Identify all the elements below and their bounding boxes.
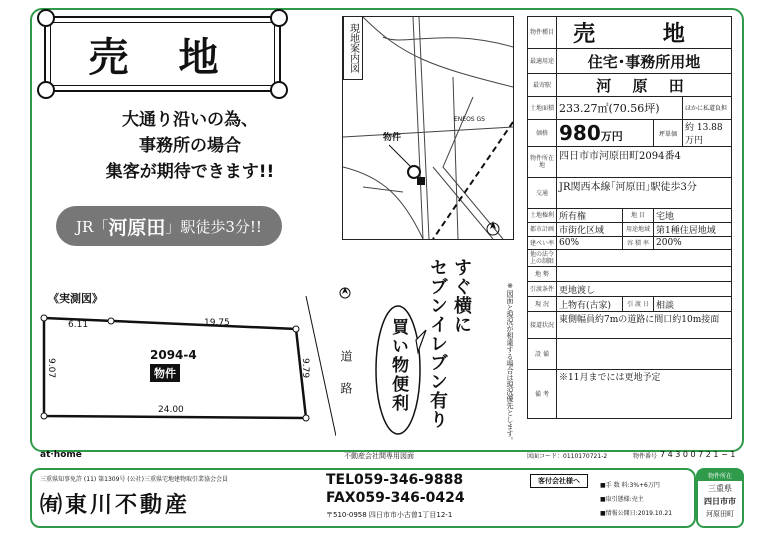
map-drawing (343, 17, 513, 239)
corner-circle (270, 9, 288, 27)
marker-leader (389, 145, 411, 167)
spec-label: 現 況 (528, 297, 557, 312)
spec-label: 引 渡 日 (623, 297, 654, 312)
badge-station: 河原田 (108, 216, 166, 239)
station-icon (417, 177, 425, 185)
spec-value: 市街化区域 (557, 223, 623, 237)
title-box (44, 16, 281, 92)
corner-circle (270, 81, 288, 99)
footer-date: ■情報公開日:2019.10.21 (600, 510, 673, 517)
spec-value: 宅地 (654, 209, 732, 223)
customer-badge: 客付会社様へ (530, 474, 588, 488)
spec-law (557, 250, 732, 267)
map-label: 現地案内図 (343, 16, 363, 80)
spec-area: 233.27㎡(70.56坪) (557, 97, 683, 120)
spec-area-note: ほかに私道負担 (683, 97, 732, 120)
spec-terrain (557, 267, 732, 282)
road-edge (306, 296, 336, 436)
dim-left: 9.07 (46, 358, 56, 379)
company-address: 〒510-0958 四日市市小古曽1丁目12-1 (326, 511, 453, 519)
spec-label: 用途地域 (623, 223, 654, 237)
side-city: 四日市市 (704, 497, 736, 506)
spec-value: 所有権 (557, 209, 623, 223)
location-side-box (696, 468, 744, 528)
north-icon (487, 221, 499, 235)
corner-circle (37, 81, 55, 99)
map-property-label: 物件 (383, 133, 402, 143)
athome-logo: at·home (40, 450, 82, 460)
spec-handover: 更地渡し (557, 282, 732, 297)
badge-prefix: JR「 (76, 217, 109, 236)
lot-vertex (41, 315, 47, 321)
road-label: 道 路 (339, 350, 353, 402)
station-access-badge (56, 206, 282, 246)
spec-label: 最適用途 (528, 49, 557, 74)
spec-value: 第1種住居地域 (654, 223, 732, 237)
spec-use: 住宅･事務所用地 (557, 49, 732, 74)
spec-status: 上物有(古家) (557, 297, 623, 312)
spec-value: 60% (557, 237, 623, 250)
spec-traffic: JR関西本線｢河原田｣駅徒歩3分 (557, 178, 732, 209)
spec-label: 容 積 率 (623, 237, 654, 250)
pitch-line-3: 集客が期待できます!! (105, 162, 275, 182)
callout-line-2: セブンイレブン有り (427, 258, 448, 429)
property-number-label: 物件番号 (633, 453, 658, 460)
spec-price (557, 120, 654, 147)
spec-type: 売 地 (557, 17, 732, 49)
license-text: 三重県知事免許 (11) 第1309号 (公社)三重県宅地建物取引業協会会員 (40, 476, 228, 483)
spec-facility (557, 339, 732, 370)
spec-label: 物件所在地 (528, 147, 557, 178)
spec-handover-date: 相談 (654, 297, 732, 312)
dim-bottom: 24.00 (158, 405, 184, 415)
footer-fee: ■手 数 料:3%+6万円 (600, 482, 660, 489)
dim-top-right: 19.75 (204, 318, 230, 328)
spec-label: 物件種目 (528, 17, 557, 49)
spec-label: 地 目 (623, 209, 654, 223)
map-gs-label: ENEOS GS (454, 116, 485, 123)
survey-north-icon (338, 286, 352, 300)
callout-line-1: すぐ横に (451, 258, 472, 334)
property-tag: 物件 (150, 364, 180, 382)
spec-tsubo-label: 坪単価 (654, 120, 683, 147)
spec-label: 土地面積 (528, 97, 557, 120)
spec-station: 河 原 田 (557, 74, 732, 97)
company-name: ㈲東川不動産 (40, 493, 191, 518)
footer-deal: ■取引態様:売主 (600, 496, 644, 503)
side-pref: 三重県 (708, 484, 732, 493)
dim-right: 9.79 (300, 358, 310, 379)
pitch-line-1: 大通り沿いの為、 (122, 110, 258, 130)
page-title: 売 地 (50, 22, 275, 86)
spec-label: 地 勢 (528, 267, 557, 282)
lot-vertex (108, 318, 114, 324)
price-unit: 万円 (600, 130, 623, 143)
spec-label: 引渡条件 (528, 282, 557, 297)
dim-top-left: 6.11 (68, 320, 89, 330)
spec-label: 備 考 (528, 370, 557, 419)
survey-heading: 《実測図》 (48, 292, 103, 305)
drawing-code: 図面コード：0110170721-2 (527, 453, 608, 460)
network-label: 不動産会社間専用図面 (344, 452, 414, 460)
callout-bubble: 買い物便利 (388, 318, 408, 413)
spec-access: 東側幅員約7mの道路に間口約10m接面 (557, 312, 732, 339)
spec-label: 接道状況 (528, 312, 557, 339)
property-number: 7 4 3 0 0 7 2 1 − 1 (660, 450, 736, 459)
lot-number: 2094-4 (150, 348, 197, 362)
side-label: 物件所在 (698, 470, 742, 481)
lot-vertex (303, 415, 309, 421)
spec-tsubo: 約 13.88 万円 (683, 120, 732, 147)
spec-label: 都市計画 (528, 223, 557, 237)
lot-vertex (293, 326, 299, 332)
spec-label: 価格 (528, 120, 557, 147)
spec-label: 土地権利 (528, 209, 557, 223)
spec-label: 交通 (528, 178, 557, 209)
lot-vertex (41, 413, 47, 419)
spec-address: 四日市市河原田町2094番4 (557, 147, 732, 178)
corner-circle (37, 9, 55, 27)
spec-label: 設 備 (528, 339, 557, 370)
spec-value: 200% (654, 237, 732, 250)
property-marker-icon (408, 166, 420, 178)
spec-label: 最寄駅 (528, 74, 557, 97)
spec-table (527, 16, 732, 419)
price-number: 980 (559, 121, 601, 145)
company-tel: TEL059-346-9888 (326, 472, 464, 488)
spec-remarks: ※11月までには更地予定 (557, 370, 732, 419)
pitch-line-2: 事務所の場合 (139, 136, 241, 156)
location-map (342, 16, 514, 240)
spec-label: 他の法令上の制限 (528, 250, 557, 267)
map-note: ※図面と現況が相違する場合は現況優先とします。 (506, 282, 514, 444)
badge-suffix: 」駅徒歩3分!! (165, 217, 262, 236)
railway (433, 122, 513, 239)
side-town: 河原田町 (706, 510, 734, 518)
spec-label: 建ぺい率 (528, 237, 557, 250)
company-fax: FAX059-346-0424 (326, 490, 465, 506)
